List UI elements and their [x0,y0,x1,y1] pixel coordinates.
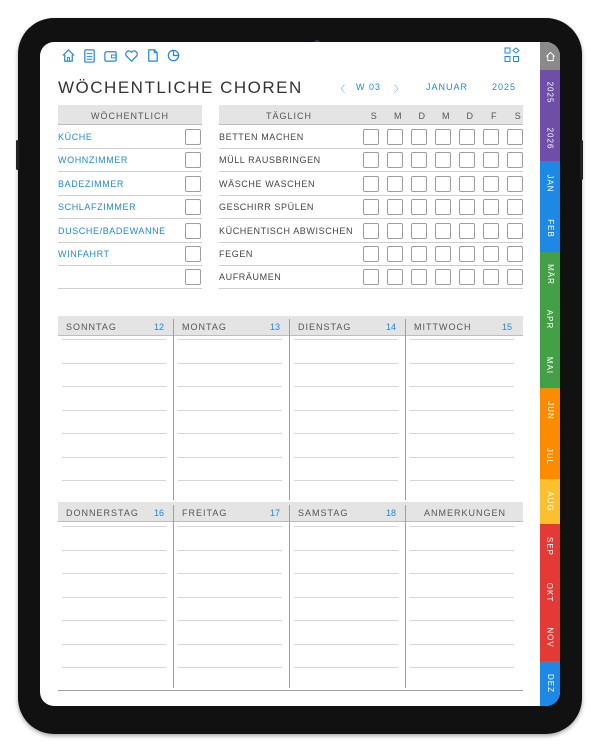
weekly-checkbox[interactable] [185,246,201,262]
weekday-letter: D [418,111,426,121]
daily-checkbox[interactable] [387,129,403,145]
tab-aug[interactable] [540,479,560,524]
clipboard-icon[interactable] [81,46,97,64]
tab-nov[interactable] [540,615,560,660]
day-number: 16 [154,508,165,518]
daily-checkbox[interactable] [411,152,427,168]
note-line[interactable] [294,550,398,551]
note-line[interactable] [62,339,166,340]
daily-chore-label: BETTEN MACHEN [219,132,304,142]
note-line[interactable] [294,339,398,340]
heart-icon[interactable] [123,46,139,64]
volume-button [580,140,583,180]
page-title: WÖCHENTLICHE CHOREN [58,78,303,97]
daily-checkbox[interactable] [363,246,379,262]
note-line[interactable] [410,597,514,598]
week-number: W 03 [356,82,382,92]
weekly-checkbox[interactable] [185,152,201,168]
note-line[interactable] [62,667,166,668]
daily-checkbox[interactable] [435,152,451,168]
note-line[interactable] [410,667,514,668]
tab-mär[interactable] [540,252,560,297]
tab-label: APR [545,310,555,330]
daily-checkbox[interactable] [483,176,499,192]
day-name: DONNERSTAG [66,508,139,518]
wallet-icon[interactable] [102,46,118,64]
row-divider [58,171,202,172]
weekly-checkbox[interactable] [185,269,201,285]
daily-checkbox[interactable] [483,246,499,262]
month-tabs [540,42,560,706]
note-line[interactable] [62,550,166,551]
note-line[interactable] [294,644,398,645]
weekly-checkbox[interactable] [185,176,201,192]
note-line[interactable] [62,480,166,481]
weekday-letter: M [393,111,403,121]
weekly-checkbox[interactable] [185,129,201,145]
daily-checkbox[interactable] [363,129,379,145]
daily-checkbox[interactable] [387,223,403,239]
day-name: SAMSTAG [298,508,349,518]
daily-checkbox[interactable] [507,176,523,192]
planner-screen [40,42,560,706]
note-line[interactable] [178,480,282,481]
daily-checkbox[interactable] [435,269,451,285]
tab-okt[interactable] [540,570,560,615]
row-divider [58,265,202,266]
day-number: 15 [502,322,513,332]
note-line[interactable] [178,597,282,598]
day-name: ANMERKUNGEN [424,508,507,518]
daily-checkbox[interactable] [411,246,427,262]
note-line[interactable] [62,433,166,434]
note-line[interactable] [410,433,514,434]
tab-label: JAN [545,174,555,193]
daily-chore-label: WÄSCHE WASCHEN [219,178,316,189]
daily-checkbox[interactable] [435,176,451,192]
note-line[interactable] [410,457,514,458]
weekly-checkbox[interactable] [185,223,201,239]
note-line[interactable] [62,573,166,574]
daily-checkbox[interactable] [459,269,475,285]
tab-apr[interactable] [540,297,560,342]
day-name: MITTWOCH [414,322,472,332]
column-separator [405,505,406,688]
day-number: 12 [154,322,165,332]
daily-checkbox[interactable] [411,129,427,145]
daily-checkbox[interactable] [363,152,379,168]
daily-checkbox[interactable] [507,199,523,215]
note-line[interactable] [178,386,282,387]
day-number: 17 [270,508,281,518]
tab-label: FEB [545,219,555,239]
daily-checkbox[interactable] [483,129,499,145]
daily-checkbox[interactable] [483,223,499,239]
daily-checkbox[interactable] [483,269,499,285]
daily-chore-label: KÜCHENTISCH ABWISCHEN [219,225,354,236]
daily-checkbox[interactable] [363,199,379,215]
tab-label: OKT [545,582,555,603]
daily-checkbox[interactable] [483,152,499,168]
day-name: FREITAG [182,508,228,518]
note-line[interactable] [410,386,514,387]
tab-label: 2026 [545,127,555,150]
note-line[interactable] [178,457,282,458]
weekday-letter: F [490,111,498,121]
home-icon [545,51,556,62]
note-line[interactable] [410,644,514,645]
note-line[interactable] [178,433,282,434]
tab-sep[interactable] [540,524,560,569]
daily-checkbox[interactable] [435,199,451,215]
note-line[interactable] [178,573,282,574]
tab-2026[interactable] [540,115,560,160]
tab-label: JUL [545,447,555,465]
note-line[interactable] [294,433,398,434]
tab-label: MÄR [545,264,555,285]
tab-label: DEZ [545,673,555,693]
note-line[interactable] [294,410,398,411]
daily-checkbox[interactable] [435,223,451,239]
note-line[interactable] [62,363,166,364]
column-separator [405,319,406,500]
row-divider [219,148,523,149]
daily-checkbox[interactable] [363,269,379,285]
weekly-chore-label: WINFAHRT [58,249,110,259]
row-divider [219,195,523,196]
day-name: SONNTAG [66,322,117,332]
page-bottom-line [58,690,523,691]
note-line[interactable] [62,620,166,621]
daily-checkbox[interactable] [459,176,475,192]
document-icon[interactable] [144,46,160,64]
prev-week-button[interactable]: 〈 [336,84,347,94]
daily-checkbox[interactable] [459,223,475,239]
column-separator [289,319,290,500]
weekly-chore-label: SCHLAFZIMMER [58,202,137,213]
tab-label: AUG [545,491,555,512]
tab-jun[interactable] [540,388,560,433]
row-divider [58,288,202,289]
weekly-chore-label: WOHNZIMMER [58,155,128,166]
daily-checkbox[interactable] [435,129,451,145]
daily-checkbox[interactable] [459,129,475,145]
home-icon[interactable] [60,46,76,64]
daily-chore-label: AUFRÄUMEN [219,272,282,283]
daily-checkbox[interactable] [411,199,427,215]
row-divider [219,242,523,243]
note-line[interactable] [294,480,398,481]
note-line[interactable] [62,386,166,387]
tab-label: 2025 [545,81,555,104]
day-number: 14 [386,322,397,332]
daily-heading: TÄGLICH [265,111,312,121]
note-line[interactable] [294,386,398,387]
tab-2025[interactable] [540,70,560,115]
column-separator [289,505,290,688]
day-number: 13 [270,322,281,332]
daily-checkbox[interactable] [435,246,451,262]
daily-checkbox[interactable] [459,152,475,168]
note-line[interactable] [294,457,398,458]
daily-checkbox[interactable] [411,176,427,192]
daily-checkbox[interactable] [387,176,403,192]
note-line[interactable] [294,667,398,668]
daily-checkbox[interactable] [387,269,403,285]
daily-checkbox[interactable] [459,246,475,262]
daily-checkbox[interactable] [411,269,427,285]
note-line[interactable] [178,620,282,621]
weekly-header [58,105,202,125]
note-line[interactable] [410,363,514,364]
daily-checkbox[interactable] [507,129,523,145]
weekday-letter: D [466,111,474,121]
year-label[interactable]: 2025 [492,82,517,92]
note-line[interactable] [294,573,398,574]
daily-chore-label: GESCHIRR SPÜLEN [219,202,315,213]
daily-checkbox[interactable] [507,223,523,239]
weekly-chore-label: DUSCHE/BADEWANNE [58,225,166,236]
daily-checkbox[interactable] [507,152,523,168]
tab-mai[interactable] [540,343,560,388]
note-line[interactable] [178,667,282,668]
tab-label: JUN [545,401,555,420]
daily-checkbox[interactable] [387,199,403,215]
next-week-button[interactable]: 〉 [394,84,405,94]
daily-checkbox[interactable] [411,223,427,239]
pie-chart-icon[interactable] [165,46,181,64]
column-separator [173,505,174,688]
daily-checkbox[interactable] [363,223,379,239]
grid-icon[interactable] [504,47,520,63]
note-line[interactable] [410,339,514,340]
note-line[interactable] [410,526,514,527]
tab-dez[interactable] [540,661,560,706]
note-line[interactable] [62,410,166,411]
weekly-checkbox[interactable] [185,199,201,215]
day-number: 18 [386,508,397,518]
note-line[interactable] [178,339,282,340]
column-separator [173,319,174,500]
side-button [16,140,19,170]
note-line[interactable] [294,526,398,527]
day-name: MONTAG [182,322,227,332]
note-line[interactable] [294,620,398,621]
tab-feb[interactable] [540,206,560,251]
note-line[interactable] [62,526,166,527]
tab-label: NOV [545,627,555,649]
note-line[interactable] [410,410,514,411]
row-divider [58,218,202,219]
note-line[interactable] [178,550,282,551]
daily-checkbox[interactable] [387,246,403,262]
month-label[interactable]: JANUAR [426,82,469,92]
note-line[interactable] [294,363,398,364]
note-line[interactable] [294,597,398,598]
note-line[interactable] [410,620,514,621]
note-line[interactable] [178,410,282,411]
daily-checkbox[interactable] [483,199,499,215]
weekday-letter: S [514,111,522,121]
row-divider [219,288,523,289]
tab-jul[interactable] [540,433,560,478]
note-line[interactable] [410,573,514,574]
note-line[interactable] [178,526,282,527]
row-divider [58,195,202,196]
row-divider [219,218,523,219]
daily-checkbox[interactable] [507,269,523,285]
weekday-letter: S [370,111,378,121]
weekly-chore-label: KÜCHE [58,132,93,142]
daily-checkbox[interactable] [459,199,475,215]
note-line[interactable] [62,597,166,598]
daily-chore-label: MÜLL RAUSBRINGEN [219,155,321,166]
daily-checkbox[interactable] [507,246,523,262]
note-line[interactable] [410,480,514,481]
row-divider [219,265,523,266]
note-line[interactable] [62,644,166,645]
row-divider [58,148,202,149]
row-divider [58,242,202,243]
note-line[interactable] [178,363,282,364]
note-line[interactable] [62,457,166,458]
tab-label: MAI [545,356,555,374]
tab-home[interactable] [540,42,560,70]
weekly-chore-label: BADEZIMMER [58,178,125,189]
daily-checkbox[interactable] [387,152,403,168]
weekday-letter: M [441,111,451,121]
day-name: DIENSTAG [298,322,352,332]
toolbar [60,46,181,66]
tab-jan[interactable] [540,161,560,206]
row-divider [219,171,523,172]
tab-label: SEP [545,537,555,557]
note-line[interactable] [410,550,514,551]
daily-checkbox[interactable] [363,176,379,192]
note-line[interactable] [178,644,282,645]
weekly-heading: WÖCHENTLICH [91,111,169,121]
daily-chore-label: FEGEN [219,249,254,259]
